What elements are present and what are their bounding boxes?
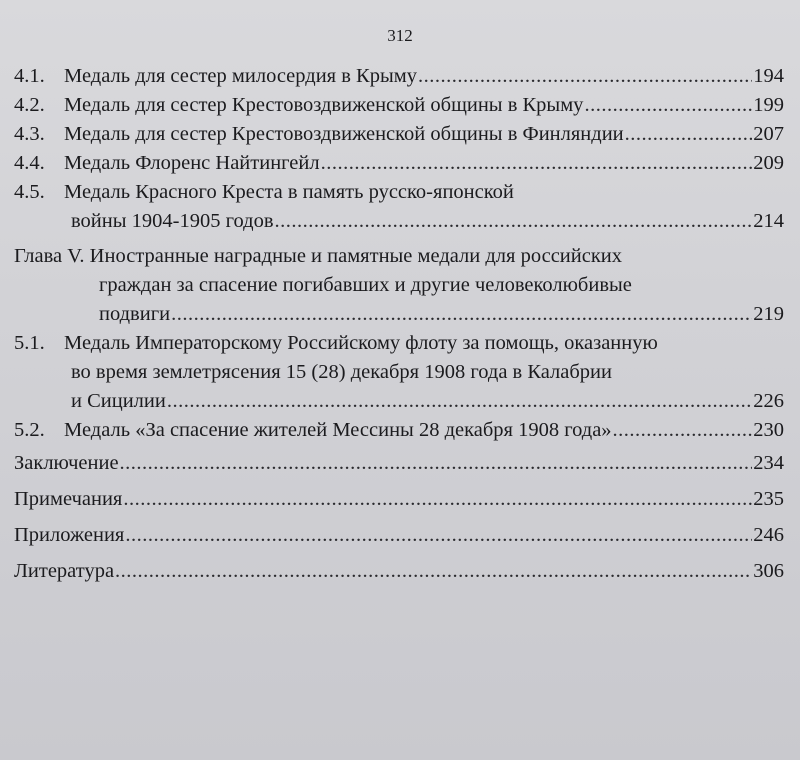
chapter-title-continued: подвиги: [99, 303, 171, 325]
entry-page: 194: [753, 65, 784, 87]
toc-entry-4-4: [14, 149, 784, 178]
toc-chapter-5: [14, 242, 784, 329]
entry-page: 234: [753, 452, 784, 474]
entry-title: Медаль «За спасение жителей Мессины 28 декабря 1908 года»: [64, 419, 612, 441]
entry-title-continued: войны 1904-1905 годов: [71, 210, 274, 232]
entry-number: 5.1.: [14, 332, 45, 354]
entry-number: 4.3.: [14, 123, 45, 145]
dot-leader: [321, 149, 753, 178]
entry-number: 5.2.: [14, 419, 45, 441]
entry-title: Медаль для сестер Крестовоздвиженской общины в Финляндии: [64, 123, 624, 145]
dot-leader: [418, 62, 752, 91]
entry-page: 306: [753, 560, 784, 582]
dot-leader: [125, 517, 752, 553]
dot-leader: [584, 91, 752, 120]
entry-page: 235: [753, 488, 784, 510]
dot-leader: [625, 120, 753, 149]
entry-title: Медаль для сестер милосердия в Крыму: [64, 65, 417, 87]
entry-page: 230: [753, 419, 784, 441]
entry-title: Приложения: [14, 524, 125, 546]
entry-page: 199: [753, 94, 784, 116]
dot-leader: [120, 445, 753, 481]
chapter-title-continued: граждан за спасение погибавших и другие человеколюбивые: [99, 274, 632, 296]
entry-page: 219: [753, 303, 784, 325]
entry-title: Медаль Красного Креста в память русско-японской: [64, 181, 514, 203]
entry-page: 246: [753, 524, 784, 546]
entry-page: 214: [753, 210, 784, 232]
entry-number: 4.5.: [14, 181, 45, 203]
dot-leader: [115, 553, 752, 589]
toc-entry-conclusion: [14, 445, 784, 481]
table-of-contents: [14, 62, 784, 589]
toc-entry-4-2: [14, 91, 784, 120]
toc-entry-4-1: [14, 62, 784, 91]
chapter-title: Глава V. Иностранные наградные и памятные медали для российских: [14, 245, 623, 267]
entry-title: Медаль Флоренс Найтингейл: [64, 152, 320, 174]
entry-number: 4.2.: [14, 94, 45, 116]
entry-title-continued: и Сицилии: [71, 390, 166, 412]
toc-entry-literature: [14, 553, 784, 589]
toc-entry-appendices: [14, 517, 784, 553]
entry-title: Литература: [14, 560, 115, 582]
toc-entry-5-2: [14, 416, 784, 445]
toc-entry-notes: [14, 481, 784, 517]
dot-leader: [171, 300, 752, 329]
entry-title: Примечания: [14, 488, 123, 510]
entry-title: Заключение: [14, 452, 119, 474]
toc-entry-4-3: [14, 120, 784, 149]
entry-title-continued: во время землетрясения 15 (28) декабря 1908 года в Калабрии: [71, 361, 612, 383]
toc-entry-4-5: [14, 178, 784, 236]
toc-entry-5-1: [14, 329, 784, 416]
entry-page: 209: [753, 152, 784, 174]
dot-leader: [167, 387, 752, 416]
entry-title: Медаль Императорскому Российскому флоту за помощь, оказанную: [64, 332, 658, 354]
dot-leader: [275, 207, 753, 236]
entry-number: 4.1.: [14, 65, 45, 87]
dot-leader: [123, 481, 752, 517]
entry-page: 207: [753, 123, 784, 145]
entry-title: Медаль для сестер Крестовоздвиженской общины в Крыму: [64, 94, 584, 116]
entry-page: 226: [753, 390, 784, 412]
entry-number: 4.4.: [14, 152, 45, 174]
dot-leader: [613, 416, 753, 445]
page-number: 312: [387, 26, 413, 45]
